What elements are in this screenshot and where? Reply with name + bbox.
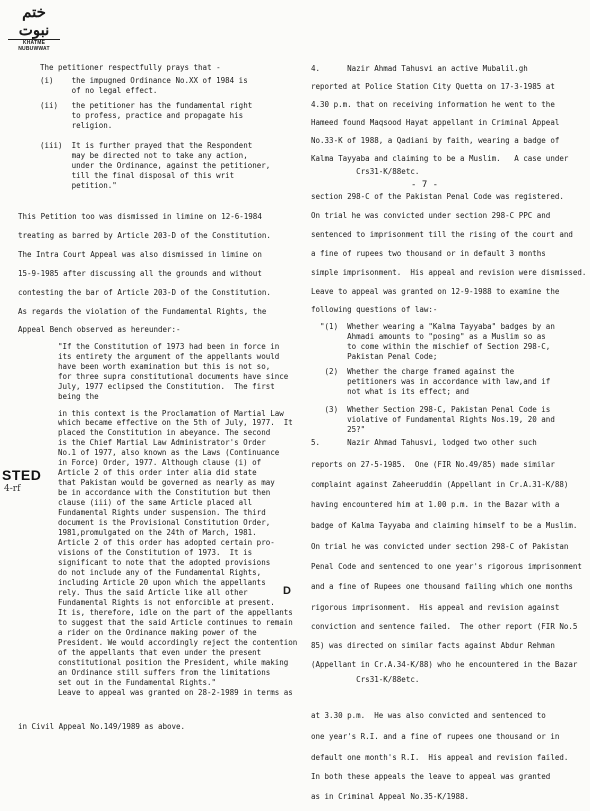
logo-caption: KHATME NUBUWWAT: [8, 39, 60, 52]
left-text-line: in Force) Order, 1977. Although clause (i) of: [58, 458, 262, 467]
left-text-line: This Petition too was dismissed in limine on 12-6-1984: [18, 212, 262, 221]
left-text-line: Fundamental Rights under suspension. The third: [58, 508, 266, 517]
left-text-line: placed the Constitution in abeyance. The second: [58, 428, 271, 437]
right-text-line: In both these appeals the leave to appeal was granted: [311, 772, 551, 781]
margin-letter: D: [283, 585, 291, 597]
left-text-line: a rider on the Ordinance making power of the: [58, 628, 257, 637]
left-text-line: have been worth examination but this is not so,: [58, 362, 271, 371]
right-text-line: 4.30 p.m. that on receiving information he went to the: [311, 100, 555, 109]
left-text-line: President. We would accordingly reject the contention: [58, 638, 298, 647]
right-text-line: simple imprisonment. His appeal and revision were dismissed.: [311, 268, 587, 277]
left-text-line: Appeal Bench observed as hereunder:-: [18, 325, 181, 334]
right-text-line: 4. Nazir Ahmad Tahusvi an active Mubalil.gh: [311, 64, 528, 73]
logo-urdu-text: ختم نبوت: [18, 3, 50, 39]
left-text-line: treating as barred by Article 203-D of the Constitution.: [18, 231, 271, 240]
right-text-line: having encountered him at 1.00 p.m. in the Bazar with a: [311, 500, 560, 509]
right-text-line: Penal Code and sentenced to one year's rigorous imprisonment: [311, 562, 582, 571]
left-text-line: contesting the bar of Article 203-D of the Constitution.: [18, 288, 271, 297]
left-text-line: under the Ordinance, against the petitioner,: [40, 161, 271, 170]
page-number: - 7 -: [411, 180, 439, 190]
left-text-line: clause (iii) of the same Article placed all: [58, 498, 253, 507]
left-text-line: being the: [58, 392, 99, 401]
left-text-line: for three supra constitutional documents have since: [58, 372, 289, 381]
right-text-line: and a fine of Rupees one thousand failing which one months: [311, 582, 573, 591]
right-text-line: Kalma Tayyaba and claiming to be a Muslim. A case under: [311, 154, 569, 163]
right-text-line: conviction and sentence failed. The other report (FIR No.5: [311, 622, 578, 631]
right-text-line: "(1) Whether wearing a "Kalma Tayyaba" badges by an: [311, 322, 555, 331]
left-text-line: Article 2 of this order inter alia did state: [58, 468, 257, 477]
left-text-line: The Intra Court Appeal was also dismissed in limine on: [18, 250, 262, 259]
left-text-line: document is the Provisional Constitution Order,: [58, 518, 271, 527]
left-text-line: July, 1977 eclipsed the Constitution. The first: [58, 382, 275, 391]
right-text-line: sentenced to imprisonment till the rising of the court and: [311, 230, 573, 239]
left-text-line: till the final disposal of this writ: [40, 171, 235, 180]
right-text-line: 25?": [311, 425, 366, 434]
right-text-line: On trial he was convicted under section 298-C PPC and: [311, 211, 551, 220]
right-text-line: to come within the mischief of Section 298-C,: [311, 342, 551, 351]
khatme-nubuwwat-logo: [8, 3, 60, 52]
right-text-line: one year's R.I. and a fine of rupees one thousand or in: [311, 732, 560, 741]
margin-stamp: STED: [2, 467, 42, 483]
right-text-line: 5. Nazir Ahmad Tahusvi, lodged two other such: [311, 438, 537, 447]
right-text-line: (3) Whether Section 298-C, Pakistan Penal Code is: [311, 405, 551, 414]
right-text-line: reports on 27-5-1985. One (FIR No.49/85) made similar: [311, 460, 555, 469]
left-text-line: Fundamental Rights is not enforcible at present.: [58, 598, 275, 607]
left-text-line: is the Chief Martial Law Administrator's Order: [58, 438, 266, 447]
right-text-line: (2) Whether the charge framed against the: [311, 367, 515, 376]
left-text-line: in Civil Appeal No.149/1989 as above.: [18, 722, 186, 731]
left-text-line: which became effective on the 5th of July, 1977. It: [58, 418, 293, 427]
right-text-line: not what is its effect; and: [311, 387, 470, 396]
right-text-line: default one month's R.I. His appeal and revision failed.: [311, 753, 569, 762]
left-text-line: 1981,promulgated on the 24th of March, 1981.: [58, 528, 257, 537]
margin-scribble: 4-rf: [4, 484, 21, 494]
right-text-line: reported at Police Station City Quetta on 17-3-1985 at: [311, 82, 555, 91]
right-text-line: at 3.30 p.m. He was also convicted and sentenced to: [311, 711, 546, 720]
left-text-line: rely. Thus the said Article like all other: [58, 588, 248, 597]
left-text-line: As regards the violation of the Fundamental Rights, the: [18, 307, 267, 316]
left-text-line: It is, therefore, idle on the part of the appellants: [58, 608, 293, 617]
right-text-line: rigorous imprisonment. His appeal and revision against: [311, 603, 560, 612]
left-text-line: of no legal effect.: [40, 86, 158, 95]
left-text-line: No.1 of 1977, also known as the Laws (Continuance: [58, 448, 280, 457]
right-text-line: 85) was directed on similar facts against Abdur Rehman: [311, 641, 555, 650]
right-text-line: Crs31-K/88etc.: [311, 167, 420, 176]
right-text-line: (Appellant in Cr.A.34-K/88) who he encountered in the Bazar: [311, 660, 578, 669]
right-text-line: following questions of law:-: [311, 305, 438, 314]
left-text-line: significant to note that the adopted provisions: [58, 558, 271, 567]
right-text-line: No.33-K of 1988, a Qadiani by faith, wearing a badge of: [311, 136, 560, 145]
left-text-line: to profess, practice and propagate his: [40, 111, 244, 120]
left-text-line: The petitioner respectfully prays that -: [40, 63, 221, 72]
left-text-line: to suggest that the said Article continues to remain: [58, 618, 293, 627]
left-text-line: 15-9-1985 after discussing all the grounds and without: [18, 269, 262, 278]
left-text-line: an Ordinance still suffers from the limitations: [58, 668, 271, 677]
left-text-line: (iii) It is further prayed that the Respondent: [40, 141, 253, 150]
left-text-line: its entirety the argument of the appellants would: [58, 352, 280, 361]
left-text-line: (ii) the petitioner has the fundamental right: [40, 101, 253, 110]
right-text-line: petitioners was in accordance with law,and if: [311, 377, 551, 386]
right-text-line: Crs31-K/88etc.: [311, 675, 420, 684]
left-text-line: may be directed not to take any action,: [40, 151, 248, 160]
right-text-line: Pakistan Penal Code;: [311, 352, 438, 361]
left-text-line: Leave to appeal was granted on 28-2-1989 in terms as: [58, 688, 293, 697]
left-text-line: do not include any of the Fundamental Rights,: [58, 568, 262, 577]
right-text-line: Ahmadi amounts to "posing" as a Muslim so as: [311, 332, 546, 341]
left-text-line: "If the Constitution of 1973 had been in force in: [58, 342, 280, 351]
right-text-line: as in Criminal Appeal No.35-K/1988.: [311, 792, 470, 801]
right-text-line: a fine of rupees two thousand or in default 3 months: [311, 249, 546, 258]
left-text-line: be in accordance with the Constitution but then: [58, 488, 271, 497]
left-text-line: including Article 20 upon which the appellants: [58, 578, 266, 587]
right-text-line: Leave to appeal was granted on 12-9-1988 to examine the: [311, 287, 560, 296]
left-text-line: constitutional position the President, while making: [58, 658, 289, 667]
left-text-line: of the appellants that even under the present: [58, 648, 262, 657]
right-text-line: Hameed found Maqsood Hayat appellant in Criminal Appeal: [311, 118, 560, 127]
right-text-line: section 298-C of the Pakistan Penal Code was registered.: [311, 192, 564, 201]
left-text-line: petition.": [40, 181, 117, 190]
right-text-line: complaint against Zaheeruddin (Appellant in Cr.A.31-K/88): [311, 480, 569, 489]
left-text-line: religion.: [40, 121, 113, 130]
left-text-line: Article 2 of this order has adopted certain pro-: [58, 538, 275, 547]
right-text-line: On trial he was convicted under section 298-C of Pakistan: [311, 542, 569, 551]
left-text-line: set out in the Fundamental Rights.": [58, 678, 217, 687]
left-text-line: visions of the Constitution of 1973. It is: [58, 548, 253, 557]
right-text-line: violative of Fundamental Rights Nos.19, 20 and: [311, 415, 555, 424]
left-text-line: in this context is the Proclamation of Martial Law: [58, 409, 284, 418]
left-text-line: that Pakistan would be governed as nearly as may: [58, 478, 275, 487]
right-text-line: badge of Kalma Tayyaba and claiming himself to be a Muslim.: [311, 521, 578, 530]
left-text-line: (i) the impugned Ordinance No.XX of 1984 is: [40, 76, 248, 85]
